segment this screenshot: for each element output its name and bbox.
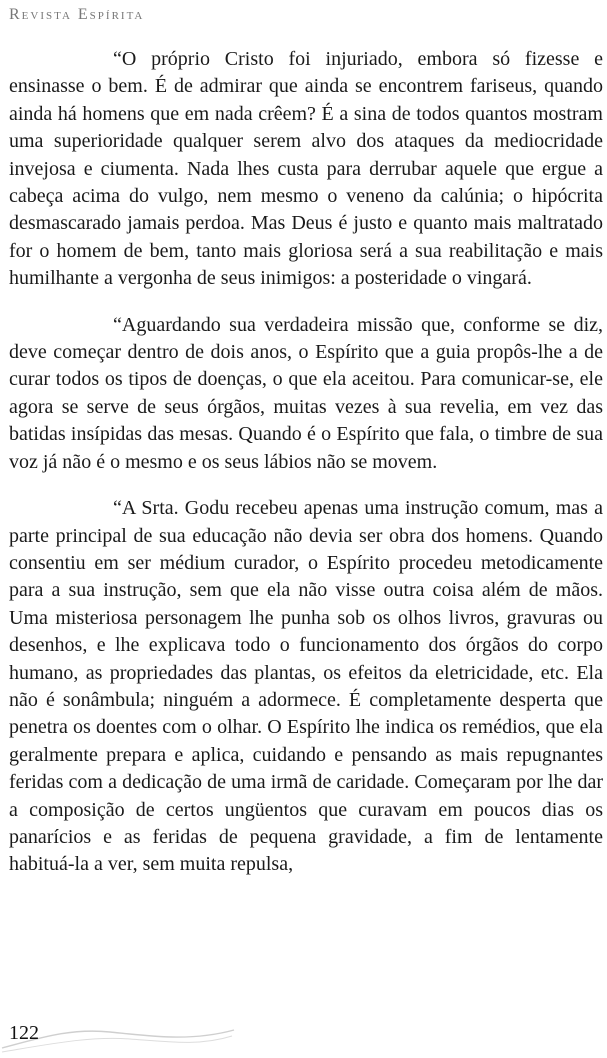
page-number: 122 (9, 1022, 39, 1044)
paragraph-3: “A Srta. Godu recebeu apenas uma instrução comum, mas a parte principal de sua educação não devia ser obra dos homens. Quando consentiu em ser médium curador, o Espírito procedeu metodicamente para a sua instrução, sem que ela não visse outra coisa além de mãos. Uma misteriosa personagem lhe punha sob os olhos livros, gravuras ou desenhos, e lhe explicava todo o funcionamento dos órgãos do corpo humano, as propriedades das plantas, os efeitos da eletricidade, etc. Ela não é sonâmbula; ninguém a adormece. É completamente desperta que penetra os doentes com o olhar. O Espírito lhe indica os remédios, que ela geralmente prepara e aplica, cuidando e pensando as mais repugnantes feridas com a dedicação de uma irmã de caridade. Começaram por lhe dar a composição de certos ungüentos que curavam em poucos dias os panarícios e as feridas de pequena gravidade, a fim de lentamente habituá-la a ver, sem muita repulsa, (9, 497, 603, 876)
paragraph-2: “Aguardando sua verdadeira missão que, conforme se diz, deve começar dentro de dois anos, o Espírito que a guia propôs-lhe a de curar todos os tipos de doenças, o que ela aceitou. Para comunicar-se, ele agora se serve de seus órgãos, muitas vezes à sua revelia, em vez das batidas insípidas das mesas. Quando é o Espírito que fala, o timbre de sua voz já não é o mesmo e os seus lábios não se movem. (9, 313, 603, 473)
paragraph-1: “O próprio Cristo foi injuriado, embora só fizesse e ensinasse o bem. É de admirar que ainda se encontrem fariseus, quando ainda há homens que em nada crêem? É a sina de todos quantos mostram uma superioridade qualquer serem alvo dos ataques da mediocridade invejosa e ciumenta. Nada lhes custa para derrubar aquele que ergue a cabeça acima do vulgo, nem mesmo o veneno da calúnia; o hipócrita desmascarado jamais perdoa. Mas Deus é justo e quanto mais maltratado for o homem de bem, tanto mais gloriosa será a sua reabilitação e mais humilhante a vergonha de seus inimigos: a posteridade o vingará. (9, 48, 603, 290)
running-header: Revista Espírita (9, 6, 145, 23)
page-body (9, 46, 603, 898)
